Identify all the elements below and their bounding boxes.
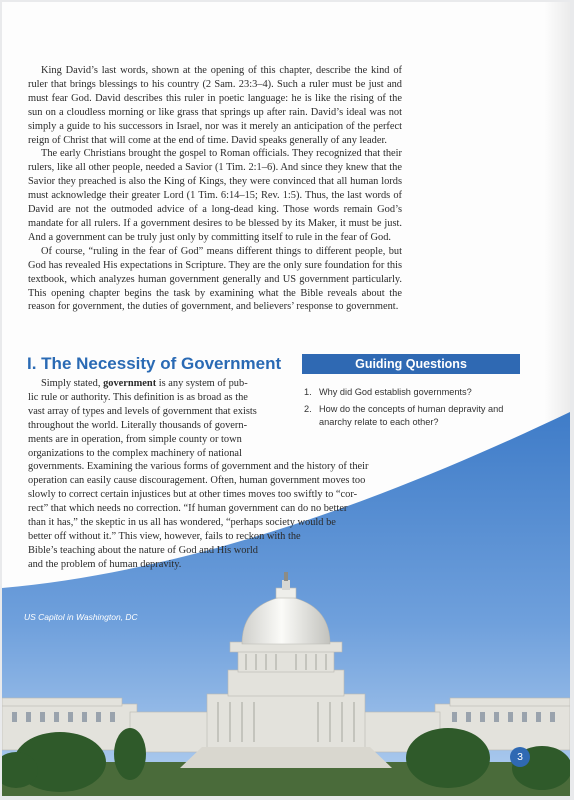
question-number: 1. [304, 387, 312, 397]
question-number: 2. [304, 404, 312, 414]
section-line: than it has,” the skeptic in us all has wondered, “perhaps society would be [28, 517, 336, 529]
section-line: operation can easily cause discouragement. Often, human government moves too [28, 475, 366, 487]
section-line: governments. Examining the various forms of government and the history of their [28, 461, 369, 473]
key-term: government [103, 378, 157, 389]
section-heading: I. The Necessity of Government [27, 354, 282, 373]
section-line: Bible’s teaching about the nature of God and His world [28, 544, 258, 556]
photo-caption: US Capitol in Washington, DC [24, 612, 138, 622]
section-line: organizations to the complex machinery of national [28, 447, 242, 459]
section-line: ments are in operation, from simple county or town [28, 433, 242, 445]
paragraph-1: King David’s last words, shown at the opening of this chapter, describe the kind of ruler that brings blessings to his country (2 Sam. 23:3–4). Such a ruler must be just and must fear God. David describes this ruler in poetic language: he is like the rising of the sun on a cloudless morning or like grass that springs up after rain. David’s ideal was not simply a guide to his successors in Israel, nor was it merely an anticipation of the perfect reign of Christ that will come at the end of time. David speaks generally of any leader. [28, 65, 402, 146]
guiding-questions-title: Guiding Questions [302, 354, 520, 374]
section-line: rect” that which needs no correction. “If human government can do no better [28, 503, 348, 515]
section-line [28, 377, 402, 391]
section-line: slowly to correct certain injustices but at other times moves too swiftly to “cor- [28, 489, 358, 501]
section-line-text: is any system of pub- [156, 378, 248, 389]
section-lead: Simply stated, [41, 378, 104, 389]
section-text [28, 377, 402, 572]
question-text: Why did God establish governments? [319, 387, 472, 397]
section-line: better off without it.” This view, however, fails to reckon with the [28, 530, 301, 542]
page-number: 3 [510, 747, 530, 767]
section-line: vast array of types and levels of government that exists [28, 405, 257, 417]
intro-text [28, 64, 402, 314]
question-text: How do the concepts of human depravity and anarchy relate to each other? [319, 404, 504, 427]
section-line: and the problem of human depravity. [28, 558, 182, 570]
section-line: throughout the world. Literally thousands of govern- [28, 419, 248, 431]
paragraph-2: The early Christians brought the gospel to Roman officials. They recognized that their rulers, like all other people, needed a Savior (1 Tim. 2:1–6). And since they knew that the Savior they preached is also the King of Kings, they were convinced that all human lords must acknowledge their greater Lord (1 Tim. 6:14–15; Rev. 1:5). Thus, the last words of David are not the outmoded advice of a long-dead king. Those words remain God’s mandate for all rulers. If a government desires to be blessed by its Maker, it must be just. And a government can be truly just only by committing itself to rule in the fear of God. [28, 148, 402, 243]
section-line: lic rule or authority. This definition is as broad as the [28, 391, 248, 403]
paragraph-3: Of course, “ruling in the fear of God” means different things to different people, but God has revealed His expectations in Scripture. They are the only sure foundation for this textbook, which analyzes human government generally and US government particularly. This opening chapter begins the task by examining what the Bible reveals about the reason for government, the duties of government, and believers’ response to government. [28, 245, 402, 313]
textbook-page [2, 2, 570, 796]
